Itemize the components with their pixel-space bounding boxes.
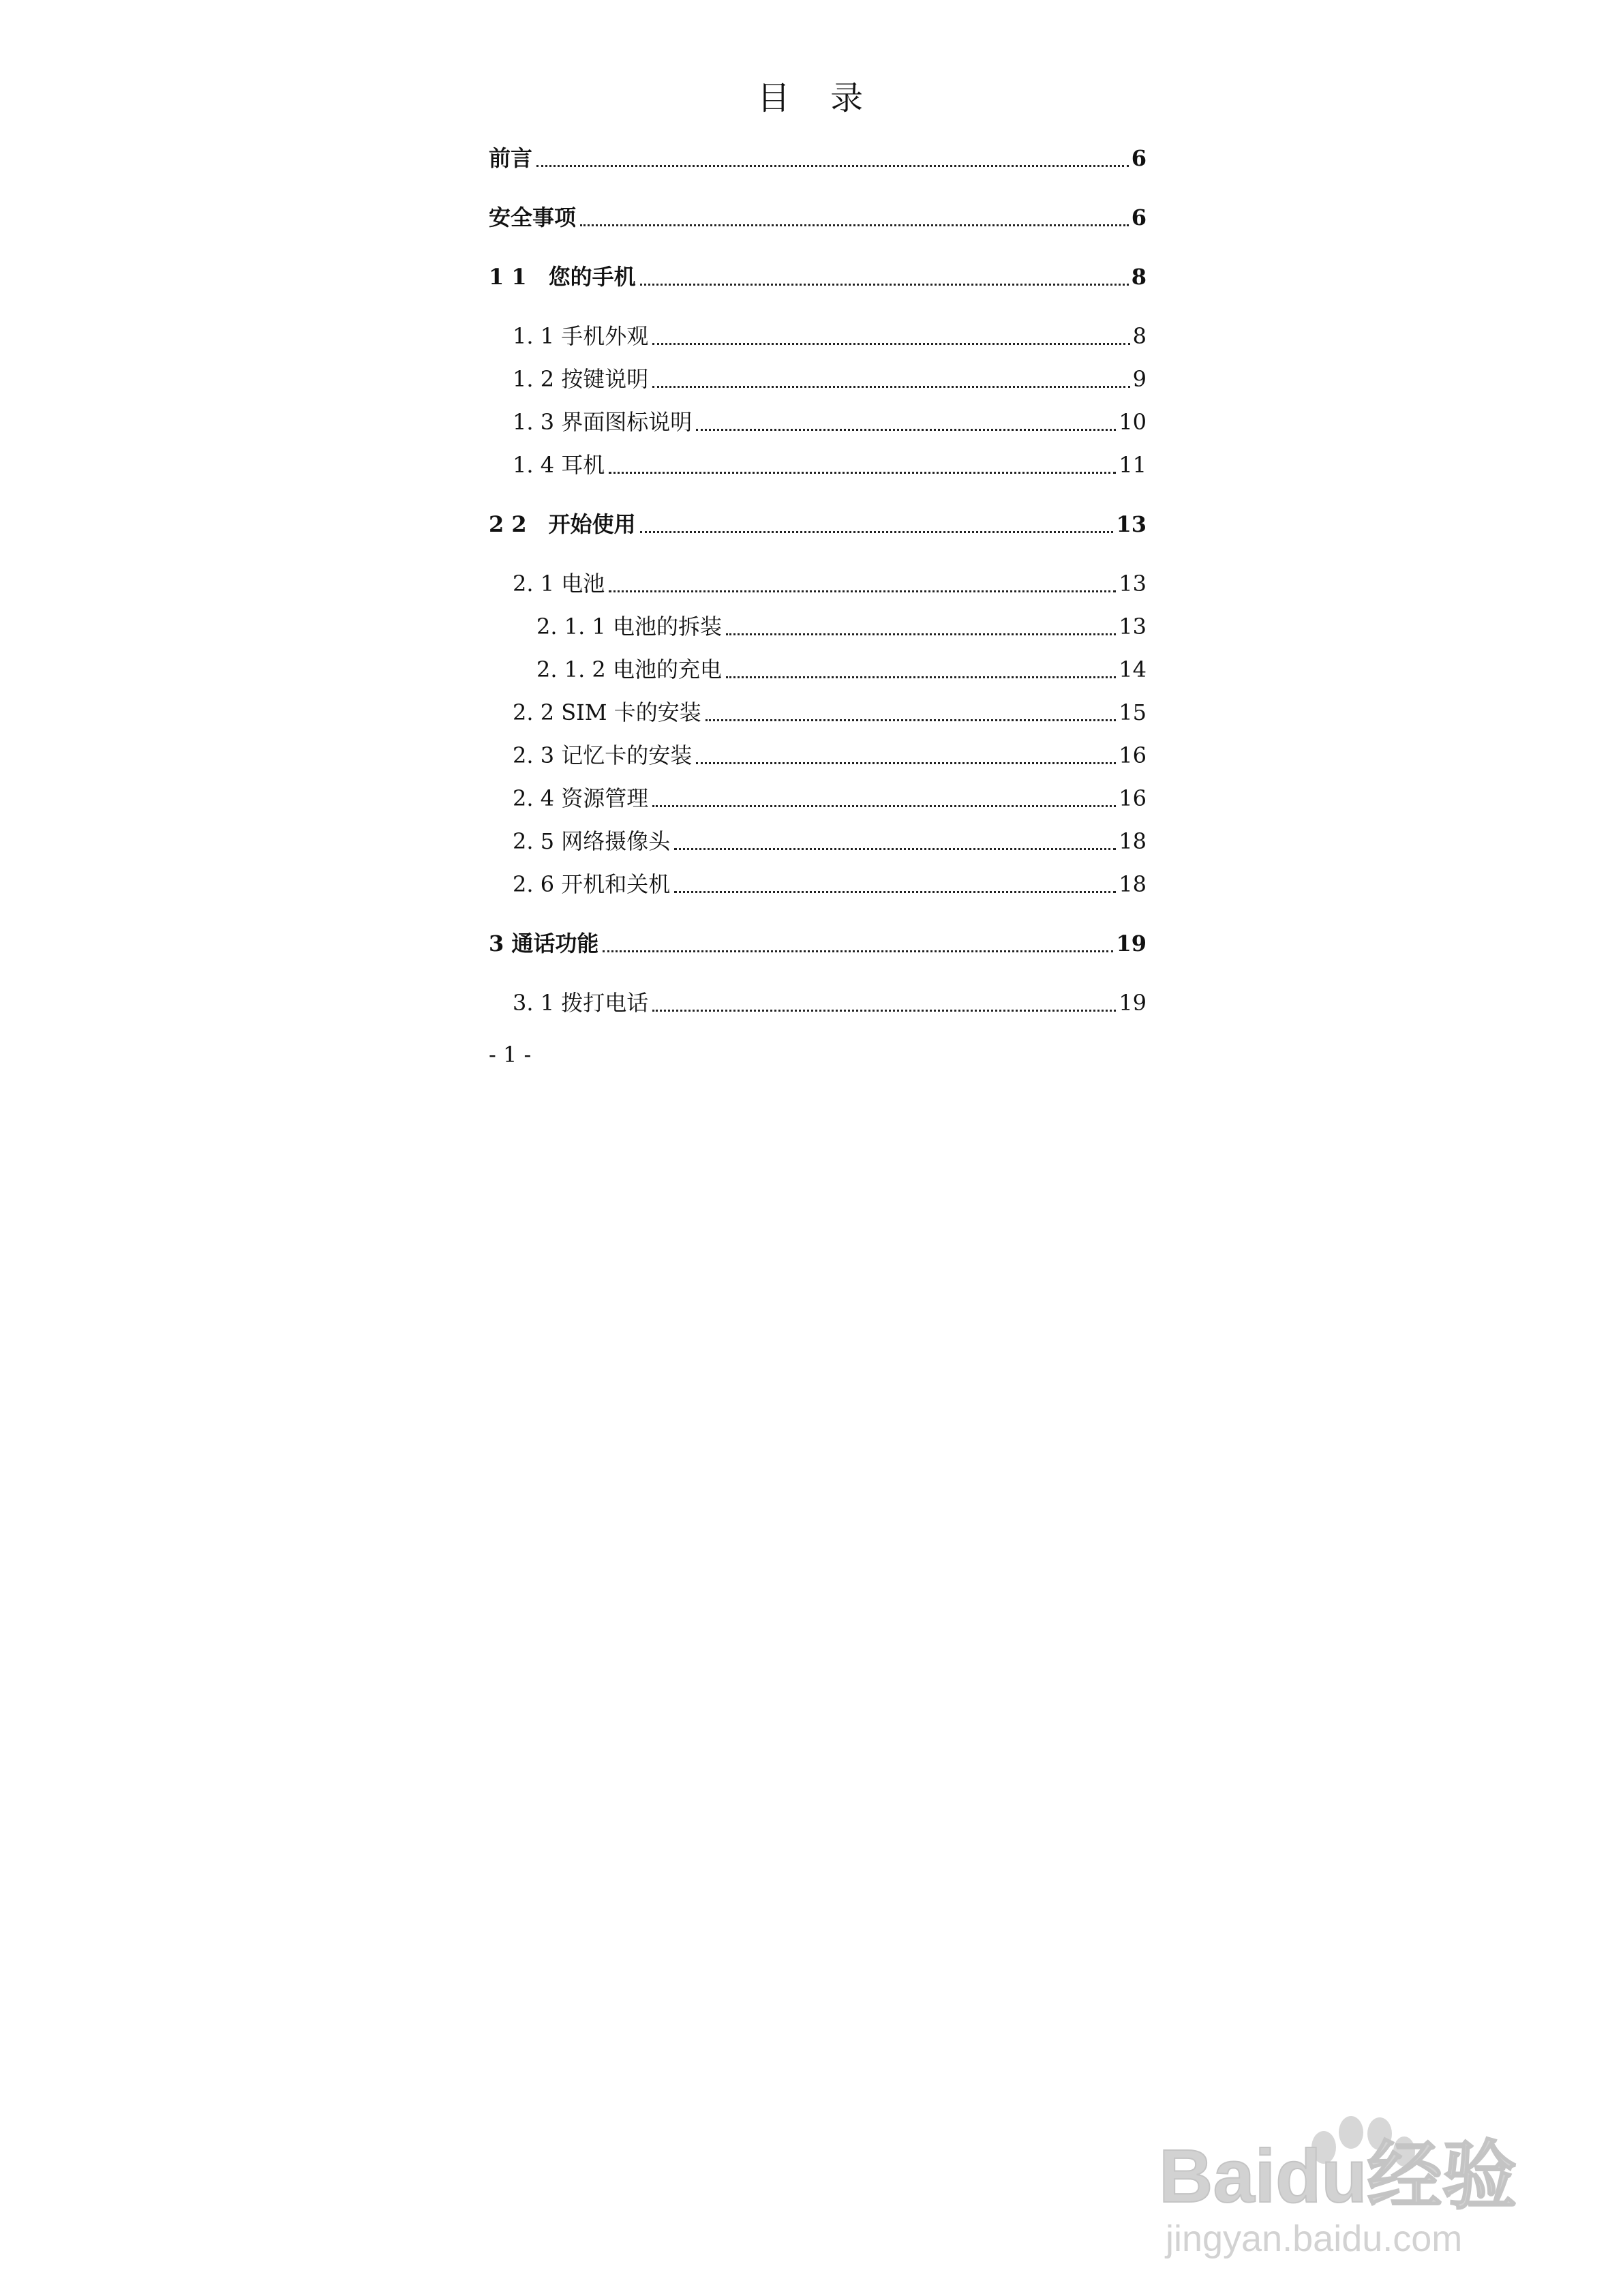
toc-leader-dots: [536, 165, 1129, 167]
toc-entry-2-1-1[interactable]: [489, 611, 1147, 641]
toc-leader-dots: [652, 343, 1129, 345]
toc-entry-1-2[interactable]: [489, 364, 1147, 394]
page-number: - 1 -: [489, 1042, 532, 1068]
toc-entry-chapter-2[interactable]: [489, 509, 1147, 539]
toc-entry-label: 2. 5 网络摄像头: [513, 828, 671, 854]
toc-entry-label: 1. 1 手机外观: [513, 323, 649, 349]
toc-entry-label: 2. 4 资源管理: [513, 785, 649, 811]
toc-leader-dots: [726, 676, 1116, 678]
toc-entry-2-4[interactable]: [489, 783, 1147, 813]
toc-leader-dots: [696, 762, 1116, 764]
toc-leader-dots: [696, 429, 1116, 431]
toc-entry-page: 15: [1119, 699, 1147, 725]
toc-entry-label: 1 1 您的手机: [489, 264, 636, 290]
watermark-url-text: jingyan.baidu.com: [1166, 2218, 1463, 2259]
toc-entry-page: 13: [1119, 571, 1147, 596]
toc-entry-label: 1. 3 界面图标说明: [513, 409, 693, 435]
toc-entry-label: 2. 1. 2 电池的充电: [536, 656, 722, 682]
toc-entry-chapter-3[interactable]: [489, 928, 1147, 958]
toc-entry-label: 1. 4 耳机: [513, 452, 605, 478]
toc-entry-page: 10: [1119, 409, 1147, 435]
toc-entry-page: 6: [1131, 145, 1147, 171]
toc-entry-label: 3 通话功能: [489, 931, 599, 956]
toc-entry-page: 8: [1132, 323, 1147, 349]
toc-leader-dots: [652, 1010, 1116, 1012]
toc-entry-2-5[interactable]: [489, 826, 1147, 856]
toc-entry-preface[interactable]: [489, 143, 1147, 173]
toc-entry-2-2[interactable]: [489, 697, 1147, 727]
toc-entry-page: 18: [1119, 871, 1147, 897]
toc-leader-dots: [640, 531, 1114, 533]
toc-leader-dots: [674, 891, 1116, 893]
toc-entry-label: 2. 3 记忆卡的安装: [513, 742, 693, 768]
toc-leader-dots: [609, 590, 1116, 592]
toc-entry-3-1[interactable]: [489, 988, 1147, 1018]
toc-entry-page: 13: [1116, 511, 1147, 537]
toc-leader-dots: [609, 472, 1116, 474]
toc-entry-label: 2. 1 电池: [513, 571, 605, 596]
toc-entry-page: 8: [1131, 264, 1147, 290]
toc-entry-page: 19: [1119, 990, 1147, 1016]
toc-entry-2-1[interactable]: [489, 569, 1147, 599]
toc-entry-page: 9: [1132, 366, 1147, 392]
toc-leader-dots: [580, 224, 1129, 226]
toc-leader-dots: [640, 284, 1129, 286]
toc-entry-2-6[interactable]: [489, 869, 1147, 899]
toc-leader-dots: [603, 950, 1113, 952]
baidu-jingyan-watermark: [1152, 2072, 1575, 2263]
toc-entry-label: 3. 1 拨打电话: [513, 990, 649, 1016]
toc-entry-page: 6: [1131, 205, 1147, 230]
toc-leader-dots: [652, 386, 1129, 388]
toc-entry-label: 2 2 开始使用: [489, 511, 636, 537]
toc-leader-dots: [674, 848, 1116, 850]
toc-entry-page: 16: [1119, 785, 1147, 811]
toc-entry-label: 安全事项: [489, 205, 577, 230]
toc-entry-page: 16: [1119, 742, 1147, 768]
toc-entry-2-3[interactable]: [489, 740, 1147, 770]
toc-entry-1-3[interactable]: [489, 407, 1147, 437]
toc-entry-page: 11: [1119, 452, 1147, 478]
toc-entry-label: 前言: [489, 145, 533, 171]
toc-entry-safety[interactable]: [489, 202, 1147, 232]
toc-entry-1-1[interactable]: [489, 321, 1147, 351]
toc-entry-page: 19: [1116, 931, 1147, 956]
toc-entry-chapter-1[interactable]: [489, 262, 1147, 292]
toc-entry-label: 2. 6 开机和关机: [513, 871, 671, 897]
toc-leader-dots: [652, 805, 1116, 807]
toc-entry-label: 2. 2 SIM 卡的安装: [513, 699, 701, 725]
toc-entry-label: 1. 2 按键说明: [513, 366, 649, 392]
toc-title: 目 录: [757, 79, 879, 117]
toc-leader-dots: [726, 633, 1116, 635]
toc-entry-label: 2. 1. 1 电池的拆装: [536, 614, 722, 639]
toc-leader-dots: [706, 719, 1117, 721]
toc-entry-page: 13: [1119, 614, 1147, 639]
toc-entry-page: 18: [1119, 828, 1147, 854]
toc-entry-page: 14: [1119, 656, 1147, 682]
watermark-brand-text: Baidu经验: [1159, 2134, 1517, 2218]
toc-entry-1-4[interactable]: [489, 450, 1147, 480]
toc-entry-2-1-2[interactable]: [489, 654, 1147, 684]
